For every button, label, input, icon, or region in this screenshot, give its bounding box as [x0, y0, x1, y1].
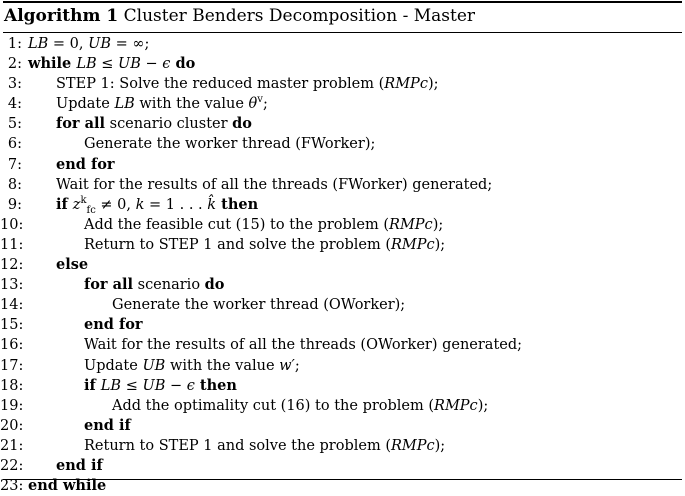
line-number: 15: — [0, 317, 24, 334]
line-number: 2: — [7, 56, 22, 73]
math-symbol: LB — [28, 36, 49, 52]
line-text: Update — [84, 357, 143, 374]
math-symbol: LB — [114, 96, 135, 113]
math-symbol: UB — [88, 36, 111, 52]
line-number: 12: — [0, 257, 24, 274]
algorithm-line — [0, 114, 685, 134]
algorithm-line — [0, 255, 685, 275]
algorithm-line — [0, 34, 685, 54]
line-code — [28, 295, 405, 315]
keyword: then — [194, 376, 237, 394]
line-text: with the value — [165, 357, 280, 374]
line-text: ; — [262, 96, 268, 113]
math-symbol: w′ — [279, 357, 295, 374]
line-number: 6: — [7, 136, 22, 153]
line-code — [28, 54, 195, 74]
line-text: Wait for the results of all the threads (FWorker) generated; — [56, 176, 493, 193]
line-text: STEP 1: Solve the reduced master problem ( — [56, 76, 385, 93]
line-code — [28, 315, 143, 335]
algorithm-label: Algorithm 1 — [4, 6, 119, 26]
line-text: − — [165, 377, 187, 394]
algorithm-title: Cluster Benders Decomposition - Master — [123, 6, 476, 26]
math-symbol: RMPc — [389, 216, 433, 233]
line-number: 20: — [0, 417, 24, 434]
line-text: Return to STEP 1 and solve the problem ( — [84, 437, 391, 454]
algorithm-line — [0, 315, 685, 335]
line-text: Generate the worker thread (FWorker); — [84, 136, 376, 153]
line-text: ); — [427, 76, 439, 93]
line-code — [28, 175, 492, 195]
line-number: 23: — [0, 478, 24, 495]
line-text: v — [257, 94, 263, 106]
math-symbol: RMPc — [434, 397, 478, 414]
algorithm-line — [0, 456, 685, 476]
algorithm-line — [0, 94, 685, 114]
keyword: do — [170, 55, 196, 73]
bottom-rule — [3, 479, 682, 480]
line-code — [28, 215, 443, 235]
keyword: do — [204, 276, 225, 294]
line-code — [28, 74, 439, 94]
line-text: ≠ 0, — [95, 196, 136, 213]
algorithm-line — [0, 175, 685, 195]
algorithm-line — [0, 376, 685, 396]
line-text: ); — [434, 437, 446, 454]
line-code — [28, 114, 252, 134]
line-text: Return to STEP 1 and solve the problem ( — [84, 236, 391, 253]
line-text: Add the optimality cut (16) to the problem ( — [112, 397, 435, 414]
line-number: 1: — [7, 36, 22, 52]
line-text: ≤ — [121, 377, 143, 394]
math-symbol: ϵ — [162, 56, 171, 73]
line-code — [28, 416, 131, 436]
math-symbol: ϵ — [186, 377, 195, 394]
line-code — [28, 195, 258, 215]
line-number: 10: — [0, 216, 24, 233]
line-text: scenario — [133, 277, 205, 294]
algorithm-line — [0, 436, 685, 456]
line-code — [28, 456, 103, 476]
line-number: 19: — [0, 397, 24, 414]
line-code — [28, 34, 149, 54]
algorithm-line — [0, 356, 685, 376]
line-number: 4: — [7, 96, 22, 113]
line-text: ); — [477, 397, 489, 414]
algorithm-line — [0, 54, 685, 74]
keyword: while — [28, 55, 77, 73]
line-code — [28, 94, 268, 114]
line-number: 11: — [0, 236, 24, 253]
algorithm-line — [0, 134, 685, 154]
line-text: ; — [294, 357, 300, 374]
line-number: 14: — [0, 297, 24, 314]
math-symbol: UB — [118, 56, 141, 73]
line-code — [28, 356, 300, 376]
algorithm-line — [0, 195, 685, 215]
line-code — [28, 436, 445, 456]
math-symbol: UB — [142, 357, 166, 374]
line-text: = 0, — [48, 36, 89, 52]
line-number: 5: — [7, 116, 22, 133]
keyword: for all — [84, 276, 134, 294]
math-symbol: UB — [142, 377, 166, 394]
math-symbol: k̂ — [207, 196, 217, 213]
keyword: end while — [28, 477, 107, 495]
math-symbol: RMPc — [390, 236, 435, 253]
line-text: Add the feasible cut (15) to the problem ( — [84, 216, 390, 233]
algorithm-line — [0, 275, 685, 295]
line-text: k — [80, 194, 87, 206]
line-text: − — [140, 56, 163, 73]
line-number: 9: — [7, 196, 22, 213]
algorithm-line — [0, 295, 685, 315]
math-symbol: LB — [76, 56, 97, 73]
keyword: end if — [56, 456, 103, 474]
keyword: then — [216, 195, 259, 213]
keyword: end for — [84, 316, 143, 334]
keyword: if — [84, 376, 101, 394]
algorithm-line — [0, 215, 685, 235]
line-text: = ∞; — [111, 36, 150, 52]
line-code — [28, 235, 445, 255]
line-text: scenario cluster — [105, 116, 233, 133]
line-code — [28, 335, 522, 355]
line-code — [28, 275, 224, 295]
line-number: 8: — [7, 176, 22, 193]
line-number: 21: — [0, 437, 24, 454]
line-number: 17: — [0, 357, 24, 374]
line-number: 18: — [0, 377, 24, 394]
algorithm-line — [0, 416, 685, 436]
line-text: ); — [432, 216, 444, 233]
keyword: end for — [56, 155, 115, 173]
caption-rule — [3, 32, 682, 33]
line-text: ); — [434, 236, 446, 253]
algorithm-line — [0, 396, 685, 416]
math-symbol: θ — [248, 96, 258, 113]
algorithm-caption — [4, 4, 475, 28]
line-number: 22: — [0, 457, 24, 474]
line-code — [28, 376, 237, 396]
keyword: else — [56, 256, 89, 274]
keyword: if — [56, 195, 73, 213]
keyword: for all — [56, 115, 106, 133]
keyword: end if — [84, 416, 131, 434]
line-text: fc — [86, 204, 96, 216]
algorithm-line — [0, 155, 685, 175]
line-code — [28, 396, 488, 416]
math-symbol: k — [135, 196, 145, 213]
line-number: 16: — [0, 337, 24, 354]
algorithm-line — [0, 235, 685, 255]
line-number: 13: — [0, 277, 24, 294]
math-symbol: RMPc — [390, 437, 435, 454]
algorithm-line — [0, 335, 685, 355]
line-code — [28, 255, 88, 275]
line-text: Generate the worker thread (OWorker); — [112, 297, 406, 314]
line-number: 7: — [7, 156, 22, 173]
algorithm-lines — [0, 34, 685, 496]
line-text: ≤ — [96, 56, 118, 73]
top-rule — [3, 1, 682, 3]
line-text: with the value — [134, 96, 249, 113]
line-number: 3: — [7, 76, 22, 93]
keyword: do — [232, 115, 252, 133]
math-symbol: LB — [100, 377, 122, 394]
line-code — [28, 134, 375, 154]
line-text: Wait for the results of all the threads (OWorker) generated; — [84, 337, 523, 354]
line-code — [28, 155, 115, 175]
line-text: Update — [56, 96, 115, 113]
line-text: = 1 . . . — [144, 196, 208, 213]
algorithm-line — [0, 74, 685, 94]
math-symbol: RMPc — [384, 76, 428, 93]
math-symbol: z — [72, 196, 81, 213]
